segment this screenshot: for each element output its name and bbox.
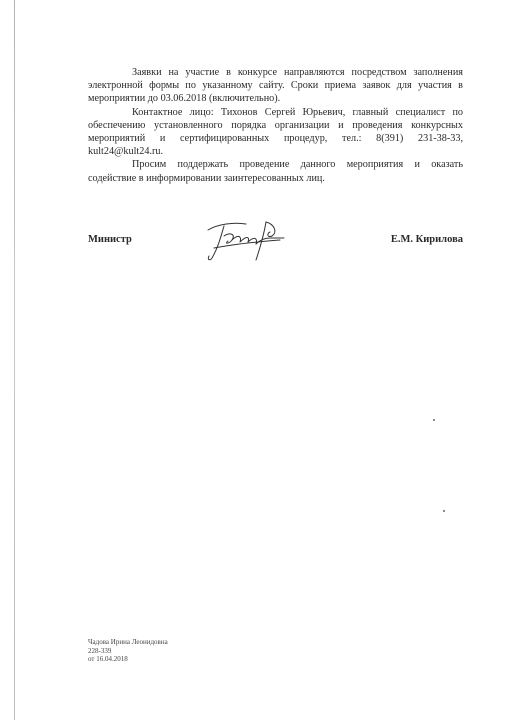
text-line: Заявки на участие в конкурсе направляются посредством заполнения — [132, 67, 463, 78]
text-line: Просим поддержать проведение данного мероприятия и оказать — [132, 159, 463, 171]
signatory-name: Е.М. Кирилова — [390, 234, 463, 245]
paragraph-contact — [88, 106, 463, 159]
text-line: Контактное лицо: Тихонов Сергей Юрьевич, главный специалист по — [132, 106, 463, 118]
letter-body — [88, 66, 463, 185]
text-line: мероприятий и сертифицированных процедур, тел.: 8(391) 231-38-33, — [88, 133, 463, 145]
scan-speck — [433, 419, 435, 421]
signature-block — [88, 230, 463, 254]
paragraph-applications — [88, 66, 463, 106]
handwritten-signature — [194, 214, 294, 266]
signatory-title: Министр — [88, 234, 132, 245]
text-line: мероприятии до 03.06.2018 (включительно). — [88, 93, 281, 105]
scan-speck — [443, 510, 445, 512]
executor-footer — [88, 638, 168, 664]
executor-phone: 228-339 — [88, 646, 112, 655]
paragraph-request — [88, 158, 463, 184]
scan-left-edge — [14, 0, 15, 720]
text-line: обеспечению установленного порядка организации и проведения конкурсных — [88, 119, 463, 131]
text-line: kult24@kult24.ru. — [88, 146, 164, 158]
text-line: содействие в информировании заинтересованных лиц. — [88, 172, 325, 184]
executor-name: Чадова Ирина Леонидовна — [88, 638, 168, 646]
text-line: электронной формы по указанному сайту. Сроки приема заявок для участия в — [88, 80, 463, 92]
letter-date: от 16.04.2018 — [88, 655, 128, 663]
